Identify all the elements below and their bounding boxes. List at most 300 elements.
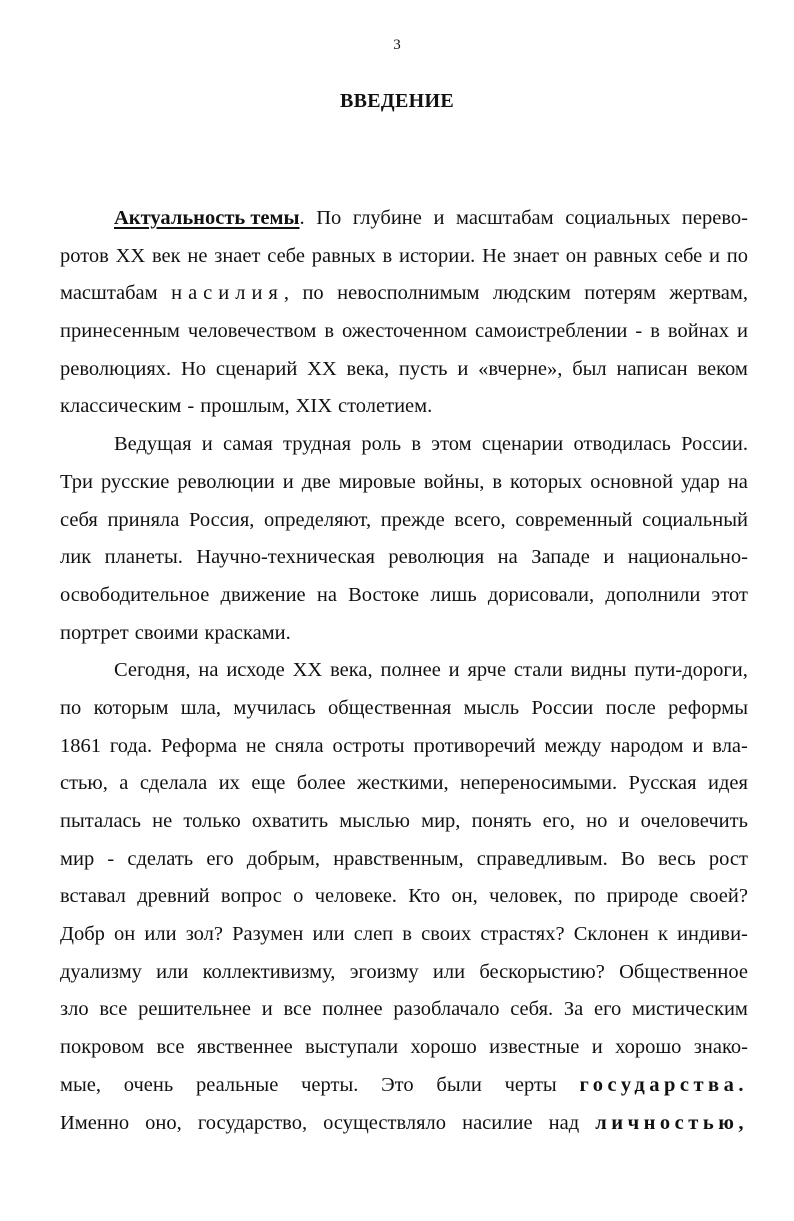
- text-line: [60, 916, 748, 954]
- text-line: [60, 1105, 748, 1143]
- text-line: [60, 238, 748, 276]
- word: [233, 690, 315, 728]
- word: [668, 690, 748, 728]
- word: [513, 238, 559, 276]
- word: [618, 803, 629, 841]
- word-text: революция: [388, 546, 485, 569]
- word: [317, 577, 337, 615]
- word-text: добрым,: [246, 847, 320, 870]
- word-text: XIX: [295, 395, 333, 418]
- word-text: человечеством: [187, 320, 317, 343]
- word-text: войны,: [423, 470, 485, 493]
- word: [650, 313, 660, 351]
- word: [357, 765, 449, 803]
- word: [393, 991, 499, 1029]
- word-text: Ведущая: [114, 433, 192, 456]
- word: [226, 652, 284, 690]
- word-text: жертвам,: [669, 282, 748, 305]
- word: [727, 238, 748, 276]
- word-text: и: [709, 244, 720, 267]
- word: [468, 652, 507, 690]
- word-text: все: [156, 1036, 185, 1059]
- word: [197, 1029, 293, 1067]
- word-text: покровом: [60, 1036, 145, 1059]
- word-text: страстях?: [480, 923, 565, 946]
- word: [138, 991, 251, 1029]
- word-text: самоистреблении: [474, 320, 628, 343]
- word: [196, 1067, 278, 1105]
- word: [187, 238, 207, 276]
- word-text: определяют,: [264, 508, 372, 531]
- word-text: эгоизму: [349, 960, 419, 983]
- word: [354, 916, 393, 954]
- word: [433, 200, 444, 238]
- word-text: человек,: [489, 885, 563, 908]
- word-text: весь: [658, 847, 696, 870]
- word-text: черты: [504, 1073, 557, 1096]
- word-text: к: [657, 923, 668, 946]
- word-text: национально-: [627, 546, 748, 569]
- word: [628, 539, 748, 577]
- word: [712, 728, 748, 766]
- word: [489, 878, 563, 916]
- word: [110, 728, 152, 766]
- word-text: а: [119, 772, 129, 795]
- word-text: не: [245, 734, 266, 757]
- word-text: мир: [60, 847, 95, 870]
- word-text: или: [156, 960, 189, 983]
- word: [665, 238, 703, 276]
- word-text: и: [737, 320, 748, 343]
- text-line: [60, 313, 748, 351]
- word: [216, 351, 297, 389]
- word: [127, 841, 193, 879]
- word-text: в: [411, 433, 422, 456]
- word: [205, 615, 291, 653]
- word: [424, 464, 485, 502]
- word: [202, 426, 213, 464]
- word-text: знако-: [693, 1036, 748, 1059]
- emphasized-word: Актуальность темы: [114, 207, 300, 229]
- word-text: -: [635, 320, 643, 343]
- word: [114, 200, 305, 238]
- text-line: [60, 991, 748, 1029]
- word: [137, 878, 209, 916]
- word-text: себя.: [510, 998, 554, 1021]
- word: [603, 539, 614, 577]
- text-line: [60, 426, 748, 464]
- word: [252, 803, 328, 841]
- word-text: русские: [100, 470, 170, 493]
- word: [315, 878, 397, 916]
- word: [531, 539, 590, 577]
- word-text: он: [565, 244, 587, 267]
- word: [305, 1029, 398, 1067]
- word: [574, 916, 649, 954]
- word-text: 1861: [60, 734, 101, 757]
- word: [464, 690, 519, 728]
- word-text: век: [152, 244, 181, 267]
- word: [198, 1105, 307, 1143]
- word-text: Не: [482, 244, 506, 267]
- word-text: он,: [451, 885, 478, 908]
- text-line: [60, 1067, 748, 1105]
- word: [436, 1067, 481, 1105]
- word: [60, 577, 209, 615]
- word: [296, 388, 332, 426]
- word-text: все: [283, 998, 312, 1021]
- word: [493, 275, 571, 313]
- word-text: хорошо: [615, 1036, 682, 1059]
- word: [482, 238, 506, 276]
- word-text: классическим: [60, 395, 182, 418]
- word: [361, 426, 401, 464]
- word: [124, 1067, 173, 1105]
- word: [692, 728, 703, 766]
- word-text: своих: [421, 923, 472, 946]
- word: [449, 652, 460, 690]
- word-text: оно,: [145, 1111, 182, 1134]
- word-text: мировые: [338, 470, 416, 493]
- word-text: Кто: [408, 885, 441, 908]
- word: [316, 200, 341, 238]
- word: [60, 1029, 144, 1067]
- word-text: сценарий: [215, 357, 298, 380]
- word: [333, 728, 405, 766]
- word-text: знает: [512, 244, 559, 267]
- word: [107, 502, 179, 540]
- word-text: людским: [492, 282, 571, 305]
- word-text: противоречий: [413, 734, 536, 757]
- word-text: истории.: [398, 244, 476, 267]
- emphasized-word: государства.: [579, 1073, 748, 1096]
- word: [60, 841, 94, 879]
- word: [669, 275, 748, 313]
- word: [388, 539, 484, 577]
- word-text: или: [312, 923, 345, 946]
- word-text: после: [605, 696, 656, 719]
- emphasized-word: насилия: [171, 282, 284, 305]
- word: [60, 275, 158, 313]
- text-line: [60, 765, 748, 803]
- word: [712, 577, 748, 615]
- word: [353, 200, 422, 238]
- word-text: этом: [431, 433, 472, 456]
- word-text: слеп: [353, 923, 394, 946]
- word: [454, 502, 505, 540]
- word-text: Общественное: [619, 960, 748, 983]
- word: [615, 1029, 681, 1067]
- word: [152, 803, 172, 841]
- word-text: по: [60, 696, 82, 719]
- word-text: стали: [513, 659, 563, 682]
- word-text: реальные: [196, 1073, 279, 1096]
- word-text: он: [114, 923, 136, 946]
- word: [605, 577, 700, 615]
- word: [489, 1029, 579, 1067]
- word: [293, 652, 323, 690]
- word: [709, 841, 748, 879]
- word: [338, 388, 432, 426]
- word-text: движение: [220, 583, 306, 606]
- word: [189, 502, 254, 540]
- word-text: революциях.: [60, 357, 172, 380]
- word: [515, 502, 632, 540]
- word: [60, 502, 98, 540]
- word: [350, 954, 419, 992]
- word: [543, 803, 575, 841]
- word: [330, 652, 373, 690]
- word-text: их: [218, 772, 240, 795]
- word: [196, 539, 375, 577]
- word-text: хорошо: [410, 1036, 477, 1059]
- word-text: его: [206, 847, 234, 870]
- word: [579, 1067, 747, 1105]
- word-text: XX: [115, 244, 146, 267]
- word-text: по: [302, 282, 324, 305]
- word: [60, 351, 171, 389]
- word-text: полнее: [380, 659, 441, 682]
- word: [383, 238, 393, 276]
- word-text: Разумен: [232, 923, 304, 946]
- word-text: и: [282, 470, 294, 493]
- word: [60, 615, 129, 653]
- word: [156, 954, 188, 992]
- word-text: реформы: [668, 696, 748, 719]
- word-text: которых: [510, 470, 583, 493]
- word-text: роль: [361, 433, 402, 456]
- word-text: полнее: [322, 998, 383, 1021]
- word: [430, 577, 476, 615]
- text-line: [60, 464, 748, 502]
- word: [107, 841, 114, 879]
- emphasized-word: личностью,: [595, 1111, 748, 1134]
- word: [574, 878, 595, 916]
- word: [246, 728, 266, 766]
- word: [312, 916, 344, 954]
- word-text: еще: [251, 772, 286, 795]
- word-text: лик: [60, 546, 92, 569]
- word: [606, 690, 656, 728]
- word: [477, 841, 608, 879]
- word: [634, 652, 748, 690]
- text-line: [60, 577, 748, 615]
- word-text: были: [436, 1073, 482, 1096]
- word-text: решительнее: [138, 998, 252, 1021]
- text-line: [60, 388, 748, 426]
- word-text: красками.: [204, 621, 291, 644]
- word: [186, 916, 223, 954]
- word-text: социальный: [642, 508, 748, 531]
- word: [297, 765, 346, 803]
- word-text: Русская: [628, 772, 697, 795]
- word-text: XX: [307, 357, 337, 380]
- word: [60, 690, 81, 728]
- word: [694, 1029, 748, 1067]
- word-text: прежде: [380, 508, 445, 531]
- word: [677, 916, 748, 954]
- word: [60, 313, 180, 351]
- word-text: и: [261, 998, 273, 1021]
- word: [411, 426, 421, 464]
- word: [223, 426, 273, 464]
- word-text: не: [187, 244, 208, 267]
- word: [621, 841, 645, 879]
- word: [697, 351, 747, 389]
- word-text: исходе: [226, 659, 285, 682]
- word: [478, 351, 562, 389]
- word-text: дуализму: [60, 960, 142, 983]
- word: [658, 841, 696, 879]
- text-line: [60, 652, 748, 690]
- word-text: себя: [60, 508, 98, 531]
- word: [114, 916, 135, 954]
- word-text: жесткими,: [357, 772, 449, 795]
- text-line: [60, 200, 748, 238]
- word-text: или: [144, 923, 177, 946]
- word-text: принесенным: [60, 320, 180, 343]
- word-text: себе: [664, 244, 703, 267]
- word: [460, 765, 617, 803]
- word: [498, 539, 518, 577]
- word: [251, 765, 285, 803]
- word: [492, 464, 502, 502]
- text-line: [60, 502, 748, 540]
- word: [399, 351, 448, 389]
- word: [690, 878, 748, 916]
- word: [60, 464, 93, 502]
- word-text: Но: [180, 357, 207, 380]
- text-line: [60, 351, 748, 389]
- word: [307, 351, 337, 389]
- word-text: мир,: [421, 810, 461, 832]
- word-text: и: [591, 1036, 603, 1059]
- word: [381, 1067, 413, 1105]
- word-text: пути-дороги,: [634, 659, 748, 682]
- word: [60, 954, 142, 992]
- word-text: и: [433, 207, 445, 229]
- word: [94, 690, 169, 728]
- word: [267, 238, 305, 276]
- word: [610, 728, 683, 766]
- word-text: Три: [60, 470, 93, 493]
- word: [632, 991, 748, 1029]
- word-text: всего,: [454, 508, 506, 531]
- text-line: [60, 539, 748, 577]
- word: [347, 351, 390, 389]
- word-text: по: [726, 244, 748, 267]
- word-text: шла,: [180, 696, 222, 719]
- word-text: и: [201, 433, 213, 456]
- word-text: которым: [93, 696, 169, 719]
- word: [590, 464, 673, 502]
- word: [232, 916, 303, 954]
- word-text: по: [574, 885, 596, 908]
- word-text: его,: [542, 810, 575, 832]
- word-text: социальных: [565, 207, 671, 229]
- word-text: мучилась: [233, 696, 316, 719]
- page-number: 3: [393, 37, 401, 53]
- word: [641, 803, 748, 841]
- word: [60, 1105, 129, 1143]
- word-text: черты.: [301, 1073, 359, 1096]
- word: [247, 841, 320, 879]
- word: [402, 916, 412, 954]
- word-text: пусть: [398, 357, 448, 380]
- word-text: в: [492, 470, 503, 493]
- word-text: XX: [292, 659, 323, 682]
- word-text: войнах: [667, 320, 730, 343]
- word: [105, 539, 183, 577]
- word-text: Сегодня,: [114, 659, 191, 682]
- word-text: и: [603, 546, 615, 569]
- word: [728, 464, 748, 502]
- word: [177, 464, 274, 502]
- word: [456, 200, 554, 238]
- word-text: в: [402, 923, 412, 946]
- word-text: Именно: [60, 1111, 130, 1134]
- word-text: невосполнимым: [337, 282, 480, 305]
- word-text: известные: [489, 1036, 580, 1059]
- word-text: зол?: [185, 923, 223, 946]
- word: [60, 765, 108, 803]
- word: [114, 652, 191, 690]
- word: [262, 991, 273, 1029]
- word-text: и: [692, 734, 704, 757]
- word: [293, 878, 303, 916]
- word-text: прошлым,: [200, 395, 290, 418]
- word-text: охватить: [251, 810, 329, 832]
- word-text: Западе: [531, 546, 590, 569]
- word: [322, 991, 382, 1029]
- word-text: явственнее: [196, 1036, 293, 1059]
- word-text: революции: [177, 470, 275, 493]
- word-text: -: [107, 847, 115, 870]
- word: [219, 765, 240, 803]
- word-text: стью,: [60, 772, 108, 795]
- word-text: непереносимыми.: [460, 772, 618, 795]
- word: [411, 1029, 477, 1067]
- word: [156, 1029, 184, 1067]
- word: [337, 275, 479, 313]
- word-text: видны: [570, 659, 627, 682]
- word-text: рост: [708, 847, 748, 870]
- word-text: все: [99, 998, 128, 1021]
- word-text: столетием.: [338, 395, 433, 418]
- word-text: над: [548, 1111, 580, 1134]
- word: [514, 652, 563, 690]
- word-text: в: [382, 244, 393, 267]
- word-text: мые,: [60, 1073, 101, 1096]
- word: [284, 991, 312, 1029]
- word: [188, 313, 316, 351]
- word: [681, 464, 720, 502]
- word-text: вопрос: [220, 885, 282, 908]
- word-text: более: [296, 772, 346, 795]
- word: [60, 991, 89, 1029]
- word-text: ротов: [60, 244, 109, 267]
- word: [339, 803, 410, 841]
- word: [708, 765, 748, 803]
- word: [348, 577, 419, 615]
- word-text: сценарии: [481, 433, 564, 456]
- word: [99, 991, 127, 1029]
- word-text: ,: [283, 282, 289, 305]
- word-text: на: [198, 659, 219, 682]
- word-text: сняла: [274, 734, 324, 757]
- word: [60, 1067, 101, 1105]
- text-line: [60, 803, 748, 841]
